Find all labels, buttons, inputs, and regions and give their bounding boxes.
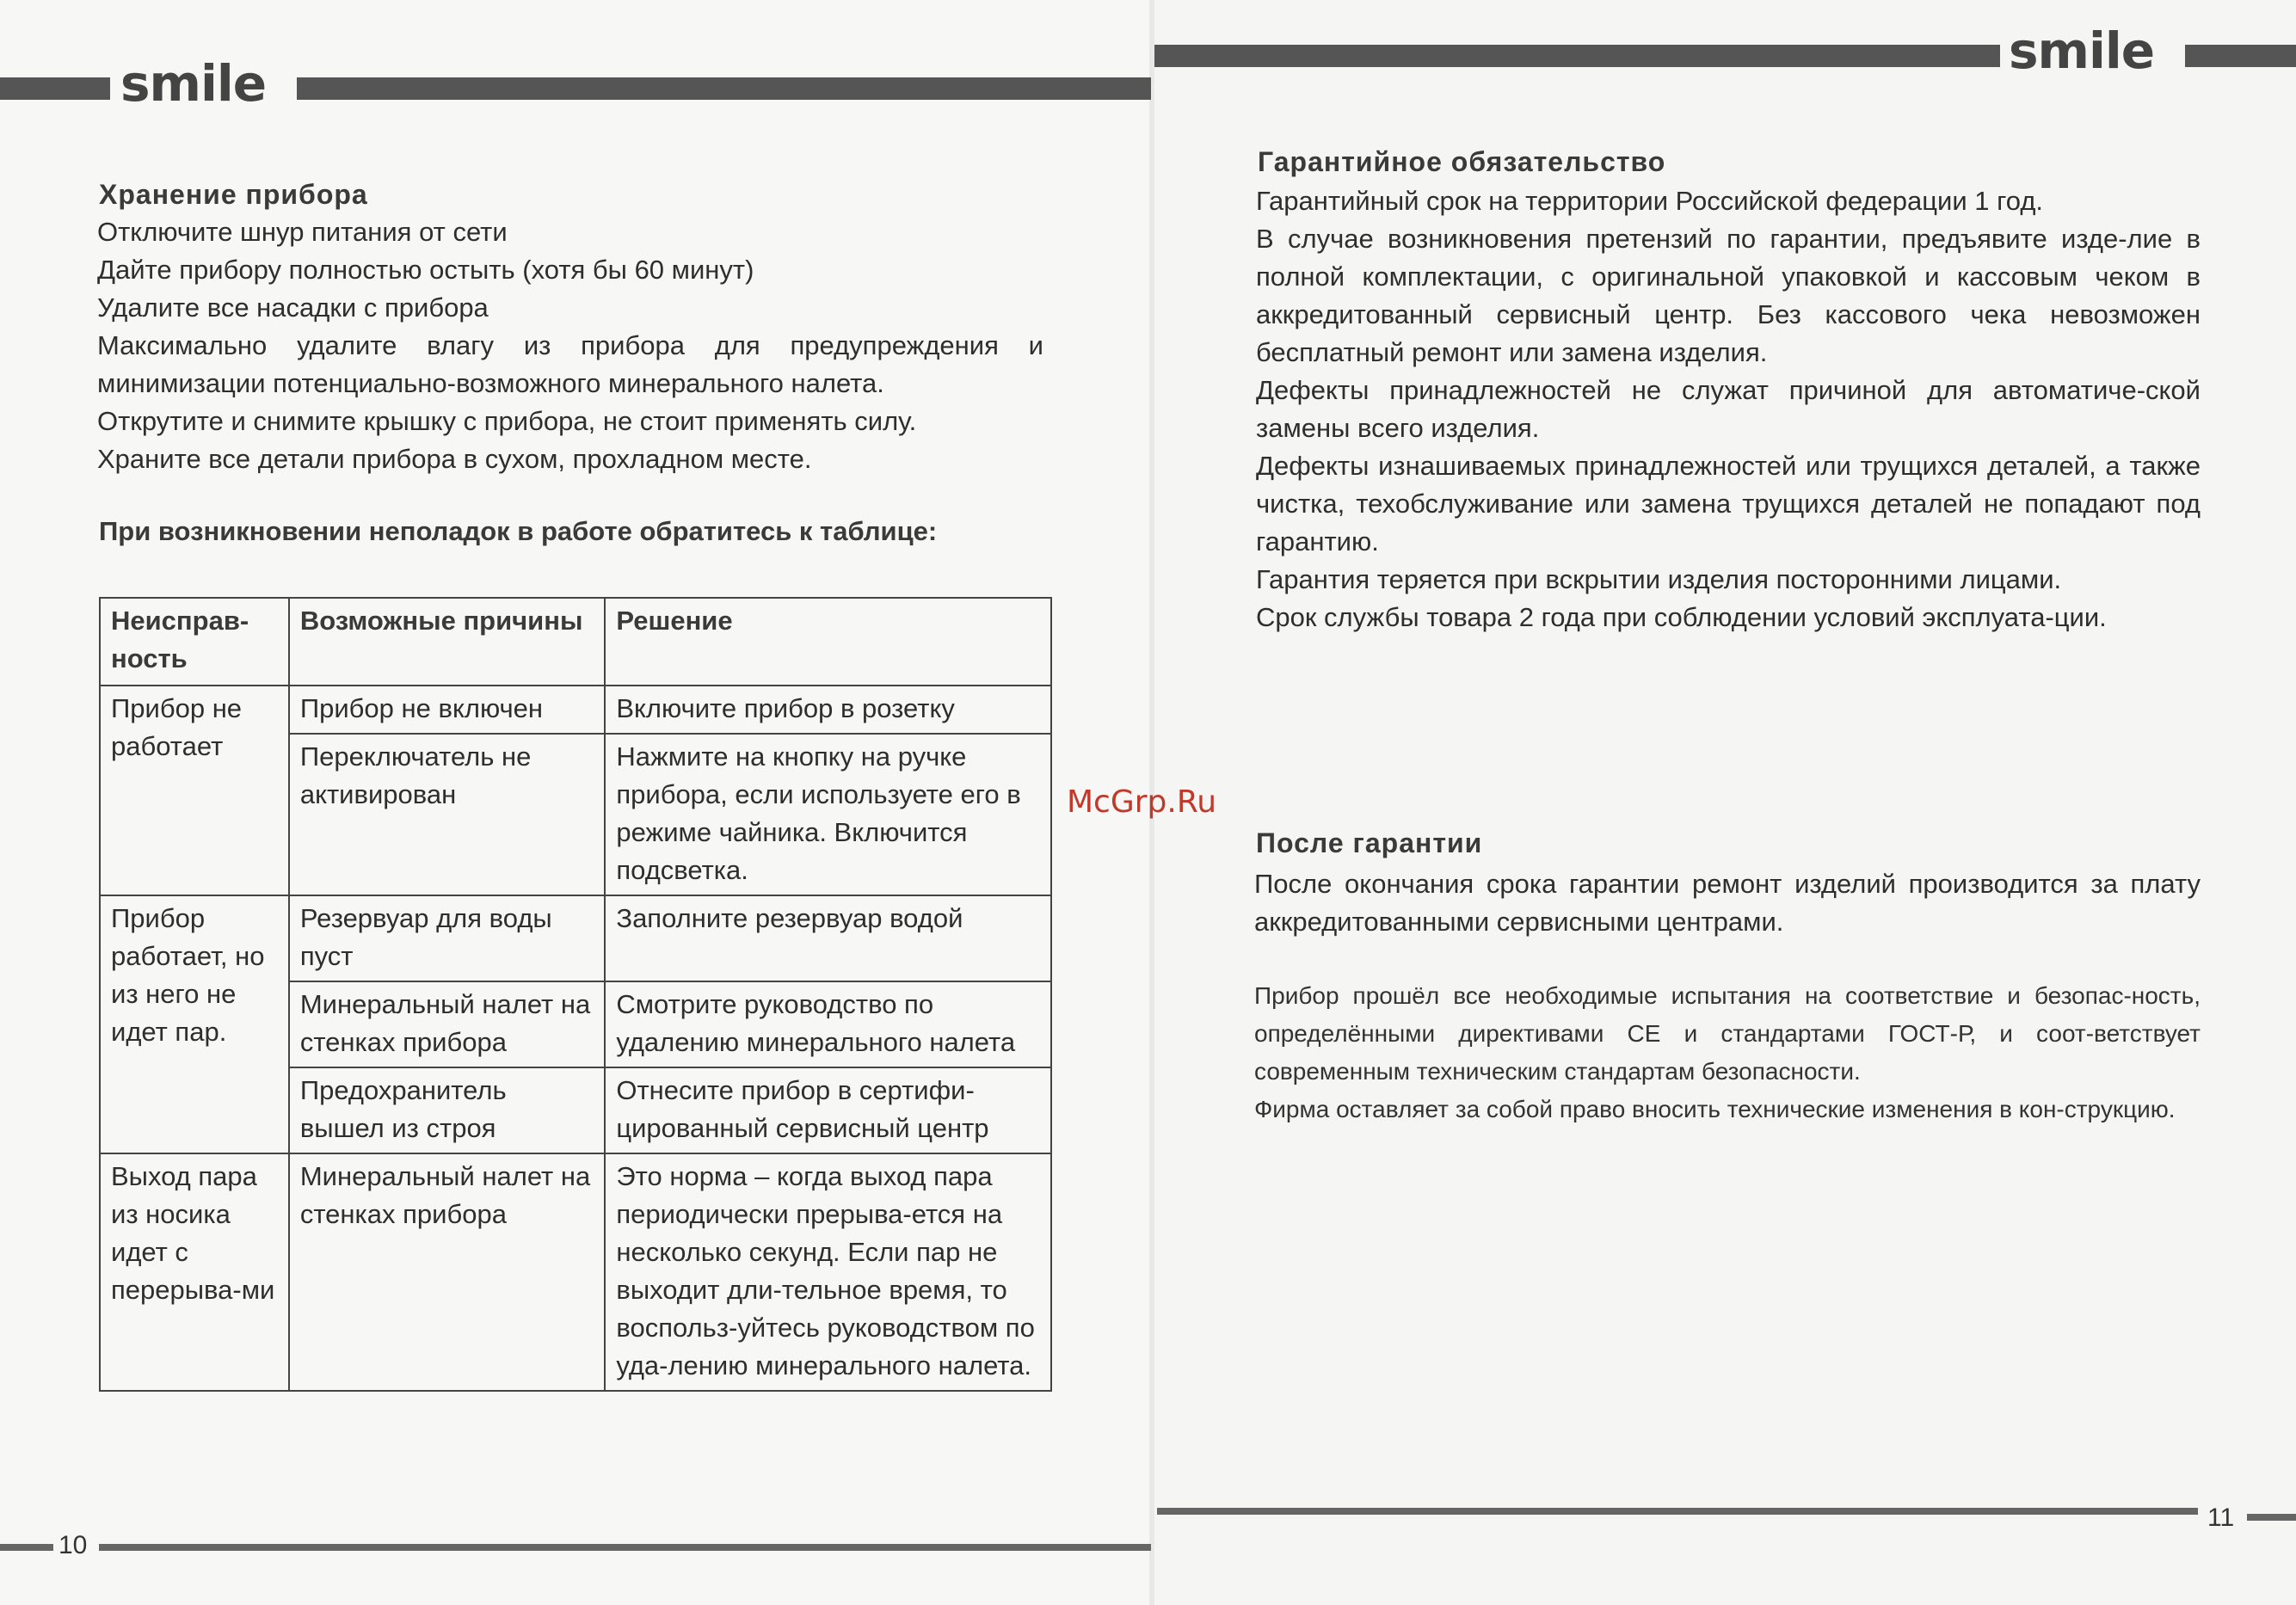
footer-line-left-b [99,1544,1151,1551]
after-warranty-text [1254,865,2201,941]
storage-line: Отключите шнур питания от сети [97,217,508,247]
solution-cell: Нажмите на кнопку на ручке прибора, если используете его в режиме чайника. Включится подсветка. [605,734,1051,895]
footer-line-left-a [0,1544,53,1551]
header-bar-right [1154,45,2000,67]
page-number-right: 11 [2207,1504,2235,1532]
after-warranty-paragraph: После окончания срока гарантии ремонт изделий производится за плату аккредитованными сервисными центрами. [1254,869,2201,937]
cause-cell: Минеральный налет на стенках прибора [289,981,606,1067]
cause-cell: Резервуар для воды пуст [289,895,606,981]
storage-line: Открутите и снимите крышку с прибора, не стоит применять силу. [97,406,917,436]
watermark: McGrp.Ru [1067,784,1217,820]
compliance-text [1254,977,2201,1128]
storage-instructions [97,213,1043,478]
warranty-line: В случае возникновения претензий по гарантии, предъявите изде-лие в полной комплектации, с оригинальной упаковкой и кассовым чеком в аккредитованный сервисный центр. Без кассового чека невозможен бесплатный ремонт или замена изделия. [1256,224,2201,367]
solution-cell: Заполните резервуар водой [605,895,1051,981]
warranty-text [1256,182,2201,636]
fault-cell: Прибор не работает [100,686,289,895]
header-solution: Решение [605,598,1051,686]
header-bar-left [0,77,110,100]
storage-title: Хранение прибора [99,179,368,210]
footer-line-right-b [2247,1514,2296,1521]
troubleshooting-table [99,597,1052,1392]
header-bar-left-2 [297,77,1151,100]
cause-cell: Минеральный налет на стенках прибора [289,1153,606,1391]
header-bar-right-2 [2185,45,2296,67]
compliance-line: Прибор прошёл все необходимые испытания на соответствие и безопас-ность, определёнными директивами CE и стандартами ГОСТ-Р, и соот-ветствует современным техническим стандартам безопасности. [1254,982,2201,1085]
solution-cell: Включите прибор в розетку [605,686,1051,734]
solution-cell: Это норма – когда выход пара периодически прерыва-ется на несколько секунд. Если пар не выходит дли-тельное время, то воспольз-уйтесь руководством по уда-лению минерального налета. [605,1153,1051,1391]
footer-line-right-a [1157,1508,2198,1515]
fault-cell: Выход пара из носика идет с перерыва-ми [100,1153,289,1391]
cause-cell: Прибор не включен [289,686,606,734]
fault-cell: Прибор работает, но из него не идет пар. [100,895,289,1153]
table-header-row [100,598,1051,686]
page-number-left: 10 [58,1531,88,1559]
cause-cell: Переключатель не активирован [289,734,606,895]
warranty-line: Дефекты принадлежностей не служат причиной для автоматиче-ской замены всего изделия. [1256,375,2201,443]
warranty-line: Гарантийный срок на территории Российской федерации 1 год. [1256,186,2044,216]
brand-logo-right: smile [2009,22,2155,80]
warranty-line: Дефекты изнашиваемых принадлежностей или трущихся деталей, а также чистка, техобслуживание или замена трущихся деталей не попадают под гарантию. [1256,451,2201,557]
after-warranty-title: После гарантии [1256,827,1483,858]
storage-line: Удалите все насадки с прибора [97,292,489,323]
table-row [100,686,1051,734]
storage-line: Храните все детали прибора в сухом, прохладном месте. [97,444,812,474]
header-causes: Возможные причины [289,598,606,686]
solution-cell: Смотрите руководство по удалению минерального налета [605,981,1051,1067]
table-row [100,895,1051,981]
storage-line: Дайте прибору полностью остыть (хотя бы 60 минут) [97,255,754,285]
warranty-title: Гарантийное обязательство [1258,146,1666,177]
cause-cell: Предохранитель вышел из строя [289,1067,606,1153]
warranty-line: Гарантия теряется при вскрытии изделия посторонними лицами. [1256,564,2062,594]
storage-line: Максимально удалите влагу из прибора для предупреждения и минимизации потенциально-возможного минерального налета. [97,330,1043,398]
table-intro: При возникновении неполадок в работе обратитесь к таблице: [99,516,938,546]
header-fault: Неисправ-ность [100,598,289,686]
compliance-line: Фирма оставляет за собой право вносить технические изменения в кон-струкцию. [1254,1096,2176,1122]
brand-logo-left: smile [120,54,267,113]
table-row [100,1153,1051,1391]
warranty-line: Срок службы товара 2 года при соблюдении условий эксплуата-ции. [1256,602,2107,632]
solution-cell: Отнесите прибор в сертифи-цированный сервисный центр [605,1067,1051,1153]
